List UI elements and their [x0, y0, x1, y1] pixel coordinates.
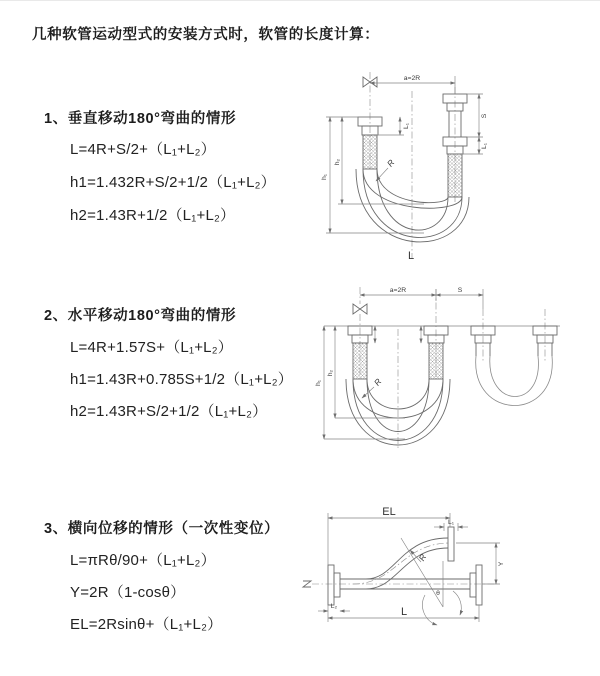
- section-2-heading: 2、水平移动180°弯曲的情形: [44, 308, 237, 324]
- radius-leader: [376, 158, 397, 181]
- dimension-a2r: [360, 287, 483, 309]
- dim-label-a2r: a=2R: [389, 287, 407, 294]
- dim-label-h1: h₁: [321, 173, 328, 181]
- dimension-l1-top: [434, 519, 468, 531]
- dimension-s: [467, 94, 488, 137]
- angle-construction: [401, 538, 461, 625]
- radius-leader: [362, 377, 384, 398]
- dim-label-l1-left: L₁: [403, 122, 410, 130]
- section-2-formula-h2: h2=1.43R+S/2+1/2（L₁+L₂）: [70, 403, 268, 420]
- dimension-s: [436, 287, 483, 295]
- centerlines: [370, 72, 455, 259]
- section-3-heading: 3、横向位移的情形（一次性变位）: [44, 521, 280, 537]
- diagram-vertical-180-bend: [312, 69, 600, 269]
- dim-label-y: Y: [498, 561, 505, 567]
- pipe-break-icon: [303, 581, 311, 587]
- section-1-formula-h1: h1=1.432R+S/2+1/2（L₁+L₂）: [70, 174, 276, 191]
- section-1-formula-h2: h2=1.43R+1/2（L₁+L₂）: [70, 207, 236, 224]
- dim-label-s: S: [457, 287, 463, 294]
- section-3-formula-EL: EL=2Rsinθ+（L₁+L₂）: [70, 616, 223, 633]
- dim-label-a2r: a=2R: [403, 75, 421, 82]
- section-2-formula-L: L=4R+1.57S+（L₁+L₂）: [70, 339, 233, 356]
- dim-label-h1: h₁: [315, 379, 322, 387]
- dim-label-el: EL: [382, 506, 396, 518]
- dim-label-r: R: [416, 552, 429, 563]
- dim-label-r: R: [371, 376, 384, 388]
- dimension-a2r: [370, 75, 455, 94]
- dimension-l2: [318, 603, 350, 611]
- dim-label-s: S: [481, 113, 488, 119]
- moved-hose-curves: [476, 356, 553, 406]
- section-1-formula-L: L=4R+S/2+（L₁+L₂）: [70, 141, 216, 158]
- diagram-horizontal-180-bend: [310, 281, 595, 466]
- page-title: 几种软管运动型式的安装方式时，软管的长度计算：: [32, 27, 380, 43]
- dim-label-l2: L₂: [330, 603, 338, 610]
- diagram-lateral-displacement: [298, 503, 598, 653]
- dim-label-l1-right: L₁: [481, 142, 488, 150]
- centerlines: [360, 287, 545, 449]
- valve-icon: [353, 304, 367, 314]
- dim-label-l1: L₁: [447, 519, 455, 526]
- dim-label-l: L: [400, 606, 408, 618]
- dimension-l: [328, 605, 479, 622]
- dim-label-h2: h₂: [327, 369, 334, 377]
- right-lower-flange: [470, 565, 482, 605]
- dimension-l1-right: [462, 137, 488, 154]
- s-curve-hose: [353, 538, 450, 589]
- dimension-el: [328, 506, 450, 565]
- dim-label-l: L: [407, 250, 415, 262]
- dim-label-r: R: [384, 157, 397, 169]
- left-flange: [328, 565, 340, 605]
- section-3-formula-L: L=πRθ/90+（L₁+L₂）: [70, 552, 216, 569]
- right-upper-flange: [448, 527, 454, 561]
- dim-label-h2: h₂: [334, 158, 341, 166]
- dim-label-theta: θ: [436, 590, 440, 597]
- section-2-formula-h1: h1=1.43R+0.785S+1/2（L₁+L₂）: [70, 371, 293, 388]
- dimension-y: [456, 543, 505, 584]
- section-3-formula-Y: Y=2R（1-cosθ）: [70, 584, 186, 601]
- left-pipe-fitting: [358, 117, 382, 169]
- dimension-h1: [321, 117, 424, 233]
- section-1-heading: 1、垂直移动180°弯曲的情形: [44, 111, 237, 127]
